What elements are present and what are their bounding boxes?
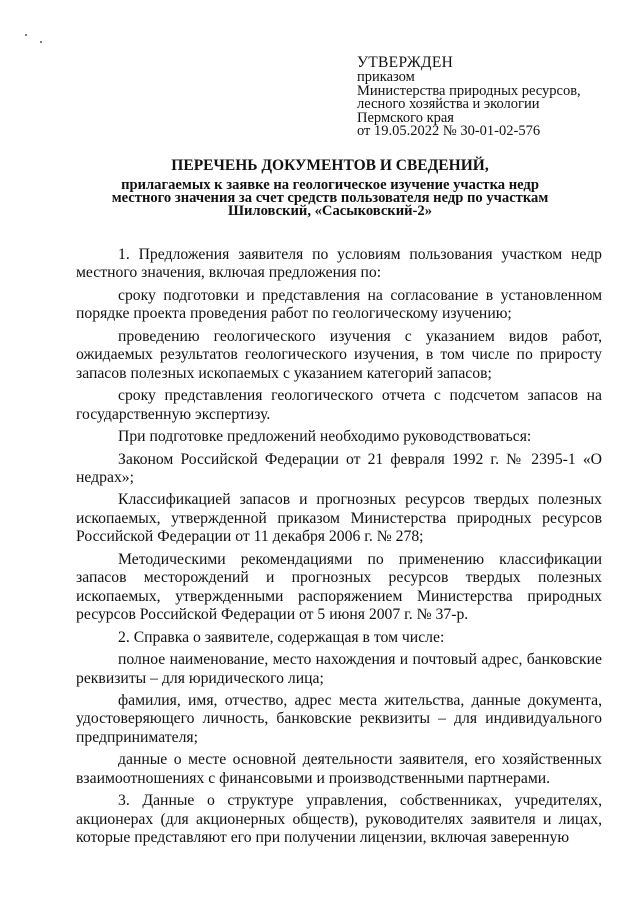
document-subtitle [70,179,590,219]
subtitle-line: Шиловский, «Сасыковский-2» [228,203,432,220]
paragraph: проведению геологического изучения с указанием видов работ, ожидаемых результатов геологического изучения, в том числе по приросту запасов полезных ископаемых с указанием категорий запасов; [76,327,602,382]
paragraph: 2. Справка о заявителе, содержащая в том числе: [118,628,445,646]
paragraph: сроку представления геологического отчета с подсчетом запасов на государственную экспертизу. [76,387,602,423]
approval-stamp [357,54,627,139]
approval-line: Министерства природных ресурсов, [357,82,581,99]
paragraph: Классификацией запасов и прогнозных ресурсов твердых полезных ископаемых, утвержденной приказом Министерства природных ресурсов Российской Федерации от 11 декабря 2006 г. № 278; [76,491,602,546]
approval-line: Пермского края [357,109,454,126]
paragraph: Методическими рекомендациями по применению классификации запасов месторождений и прогнозных ресурсов твердых полезных ископаемых, утвержденными распоряжением Министерства природных ресурсов Российской Федерации от 5 июня 2007 г. № 37-р. [76,550,602,624]
paragraph: фамилия, имя, отчество, адрес места жительства, данные документа, удостоверяющего личность, банковские реквизиты – для индивидуального предпринимателя; [76,691,602,746]
paragraph: 1. Предложения заявителя по условиям пользования участком недр местного значения, включая предложения по: [76,246,602,282]
paragraph: данные о месте основной деятельности заявителя, его хозяйственных взаимоотношениях с финансовыми и производственными партнерами. [76,751,602,787]
approval-line: приказом [357,69,415,85]
paragraph: При подготовке предложений необходимо руководствоваться: [118,428,532,446]
scan-speck-mark [25,34,27,36]
paragraph: 3. Данные о структуре управления, собственниках, учредителях, акционерах (для акционерных обществ), руководителях заявителя и лицах, которые представляют его при получении лицензии, включая заверенную [76,792,602,847]
paragraph: полное наименование, место нахождения и почтовый адрес, банковские реквизиты – для юридического лица; [76,651,602,687]
scan-speck-mark [40,41,42,43]
subtitle-line: местного значения за счет средств пользователя недр по участкам [111,190,549,207]
document-body [76,246,602,848]
approval-heading: УТВЕРЖДЕН [357,54,454,71]
paragraph: Законом Российской Федерации от 21 февраля 1992 г. № 2395-1 «О недрах»; [76,450,602,486]
approval-line: лесного хозяйства и экологии [357,96,540,113]
subtitle-line: прилагаемых к заявке на геологическое изучение участка недр [121,177,539,193]
approval-order-number: от 19.05.2022 № 30-01-02-576 [357,123,541,140]
document-title: ПЕРЕЧЕНЬ ДОКУМЕНТОВ И СВЕДЕНИЙ, [171,157,489,174]
paragraph: сроку подготовки и представления на согласование в установленном порядке проекта проведения работ по геологическому изучению; [76,286,602,323]
